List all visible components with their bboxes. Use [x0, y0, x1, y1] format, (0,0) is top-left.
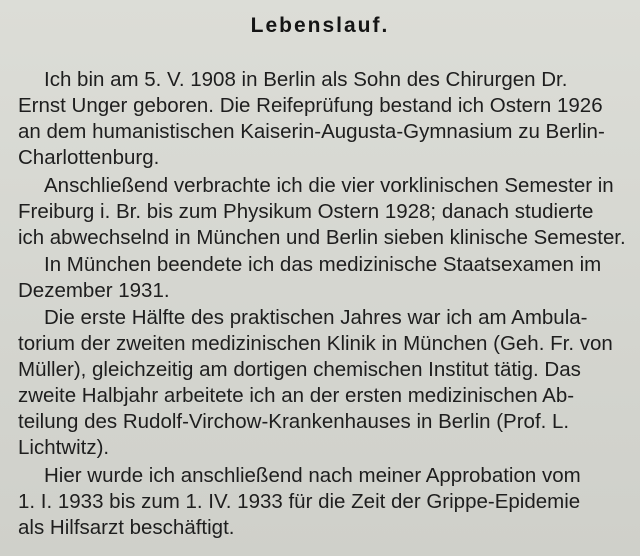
text-line: an dem humanistischen Kaiserin-Augusta-Gymnasium zu Berlin- [18, 120, 605, 143]
text-line: Dezember 1931. [18, 279, 170, 302]
text-line: Die erste Hälfte des praktischen Jahres war ich am Ambula- [44, 306, 588, 329]
text-line: In München beendete ich das medizinische Staatsexamen im [44, 253, 602, 276]
text-line: torium der zweiten medizinischen Klinik in München (Geh. Fr. von [18, 332, 613, 355]
text-line: zweite Halbjahr arbeitete ich an der ersten medizinischen Ab- [18, 384, 575, 407]
text-line: Ich bin am 5. V. 1908 in Berlin als Sohn des Chirurgen Dr. [44, 68, 568, 91]
text-line: Freiburg i. Br. bis zum Physikum Ostern 1928; danach studierte [18, 200, 594, 223]
text-line: Hier wurde ich anschließend nach meiner Approbation vom [44, 464, 581, 487]
text-line: als Hilfsarzt beschäftigt. [18, 516, 235, 539]
text-line: teilung des Rudolf-Virchow-Krankenhauses in Berlin (Prof. L. [18, 410, 570, 433]
text-line: Lichtwitz). [18, 436, 110, 459]
text-line: 1. I. 1933 bis zum 1. IV. 1933 für die Zeit der Grippe-Epidemie [18, 490, 581, 513]
document-title: Lebenslauf. [250, 14, 390, 37]
text-line: Müller), gleichzeitig am dortigen chemischen Institut tätig. Das [18, 358, 581, 381]
text-line: Charlottenburg. [18, 146, 160, 169]
text-line: Ernst Unger geboren. Die Reifeprüfung bestand ich Ostern 1926 [18, 94, 603, 117]
text-line: ich abwechselnd in München und Berlin sieben klinische Semester. [18, 226, 626, 249]
text-line: Anschließend verbrachte ich die vier vorklinischen Semester in [44, 174, 614, 197]
